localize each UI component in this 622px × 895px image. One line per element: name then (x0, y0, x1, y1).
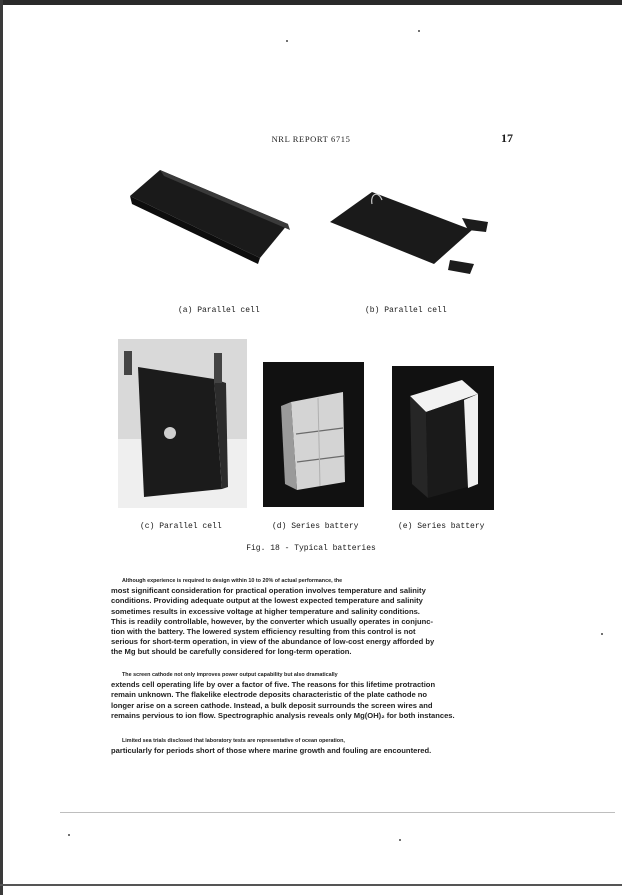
text-line: particularly for periods short of those where marine growth and fouling are encountered. (111, 746, 432, 756)
photo-d-series-battery (263, 362, 364, 507)
figure-caption: Fig. 18 - Typical batteries (246, 544, 376, 553)
text-line: longer arise on a screen cathode. Instead, a bulk deposit surrounds the screen wires and (111, 700, 433, 710)
text-line: remain unknown. The flakelike electrode deposits characteristic of the plate cathode no (111, 690, 428, 700)
text-line: tion with the battery. The lowered system efficiency resulting from this control is not (111, 627, 416, 637)
scan-border-bottom (0, 884, 622, 886)
scan-dash-line (60, 812, 615, 813)
page-number: 17 (501, 131, 513, 145)
text-line: the Mg but should be carefully considered for long-term operation. (111, 647, 352, 657)
scan-border-top (0, 0, 622, 5)
photo-e-series-battery (392, 366, 494, 510)
paragraph-2 (111, 670, 511, 721)
text-line: conditions. Providing adequate output at the lowest expected temperature and salinity (111, 596, 423, 606)
scan-speck (601, 633, 603, 635)
caption-e: (e) Series battery (398, 522, 485, 531)
text-line: This is readily controllable, however, by the converter which usually operates in conjunc- (111, 616, 433, 626)
photo-b-parallel-cell (322, 178, 498, 282)
caption-b: (b) Parallel cell (365, 306, 447, 315)
paragraph-3 (111, 736, 511, 756)
scan-speck (418, 30, 420, 32)
text-line: The screen cathode not only improves power output capability but also dramatically (122, 672, 338, 678)
text-line: serious for short-term operation, in view of the abundance of low-cost energy afforded by (111, 637, 435, 647)
scan-speck (399, 839, 401, 841)
scan-speck (286, 40, 288, 42)
running-header: NRL REPORT 6715 (271, 134, 351, 144)
text-line: sometimes results in excessive voltage at higher temperature and salinity conditions. (111, 606, 420, 616)
photo-a-parallel-cell (120, 160, 300, 272)
caption-a: (a) Parallel cell (178, 306, 260, 315)
text-line: Although experience is required to design within 10 to 20% of actual performance, the (122, 578, 343, 584)
paragraph-1 (111, 576, 511, 658)
text-line: Limited sea trials disclosed that laboratory tests are representative of ocean operation, (122, 738, 345, 744)
photo-c-parallel-cell (118, 339, 247, 508)
text-line: extends cell operating life by over a factor of five. The reasons for this lifetime protraction (111, 680, 436, 690)
caption-c: (c) Parallel cell (140, 522, 222, 531)
caption-d: (d) Series battery (272, 522, 359, 531)
scan-speck (68, 834, 70, 836)
text-line: remains pervious to ion flow. Spectrographic analysis reveals only Mg(OH)₂ for both instances. (111, 710, 455, 720)
text-line: most significant consideration for practical operation involves temperature and salinity (111, 586, 426, 596)
